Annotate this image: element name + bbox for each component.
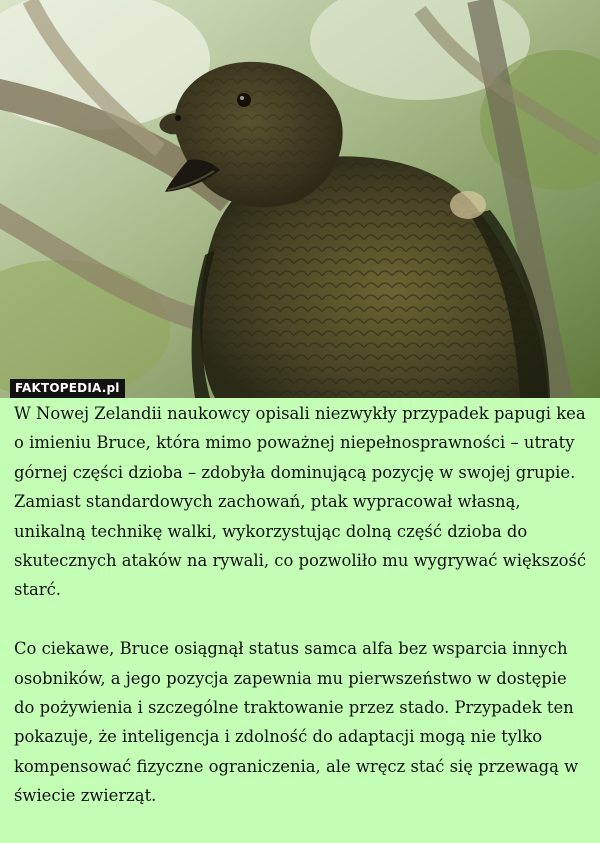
caption-paragraph: W Nowej Zelandii naukowcy opisali niezwykły przypadek papugi kea o imieniu Bruce, która mimo poważnej niepełnosprawności – utraty górnej części dzioba – zdobyła dominującą pozycję w swojej grupie. Zamiast standardowych zachowań, ptak wypracował własną, unikalną technikę walki, wykorzystując dolną część dzioba do skutecznych ataków na rywali, co pozwoliło mu wygrywać większość starć. — [14, 404, 587, 600]
caption — [14, 399, 592, 811]
watermark: FAKTOPEDIA.pl — [10, 379, 125, 398]
caption-paragraph: Co ciekawe, Bruce osiągnął status samca alfa bez wsparcia innych osobników, a jego pozycja zapewnia mu pierwszeństwo w dostępie do pożywienia i szczególne traktowanie przez stado. Przypadek ten pokazuje, że inteligencja i zdolność do adaptacji mogą nie tylko kompensować fizyczne ograniczenia, ale wręcz stać się przewagą w świecie zwierząt. — [14, 639, 579, 806]
kea-parrot-photo — [0, 0, 600, 398]
